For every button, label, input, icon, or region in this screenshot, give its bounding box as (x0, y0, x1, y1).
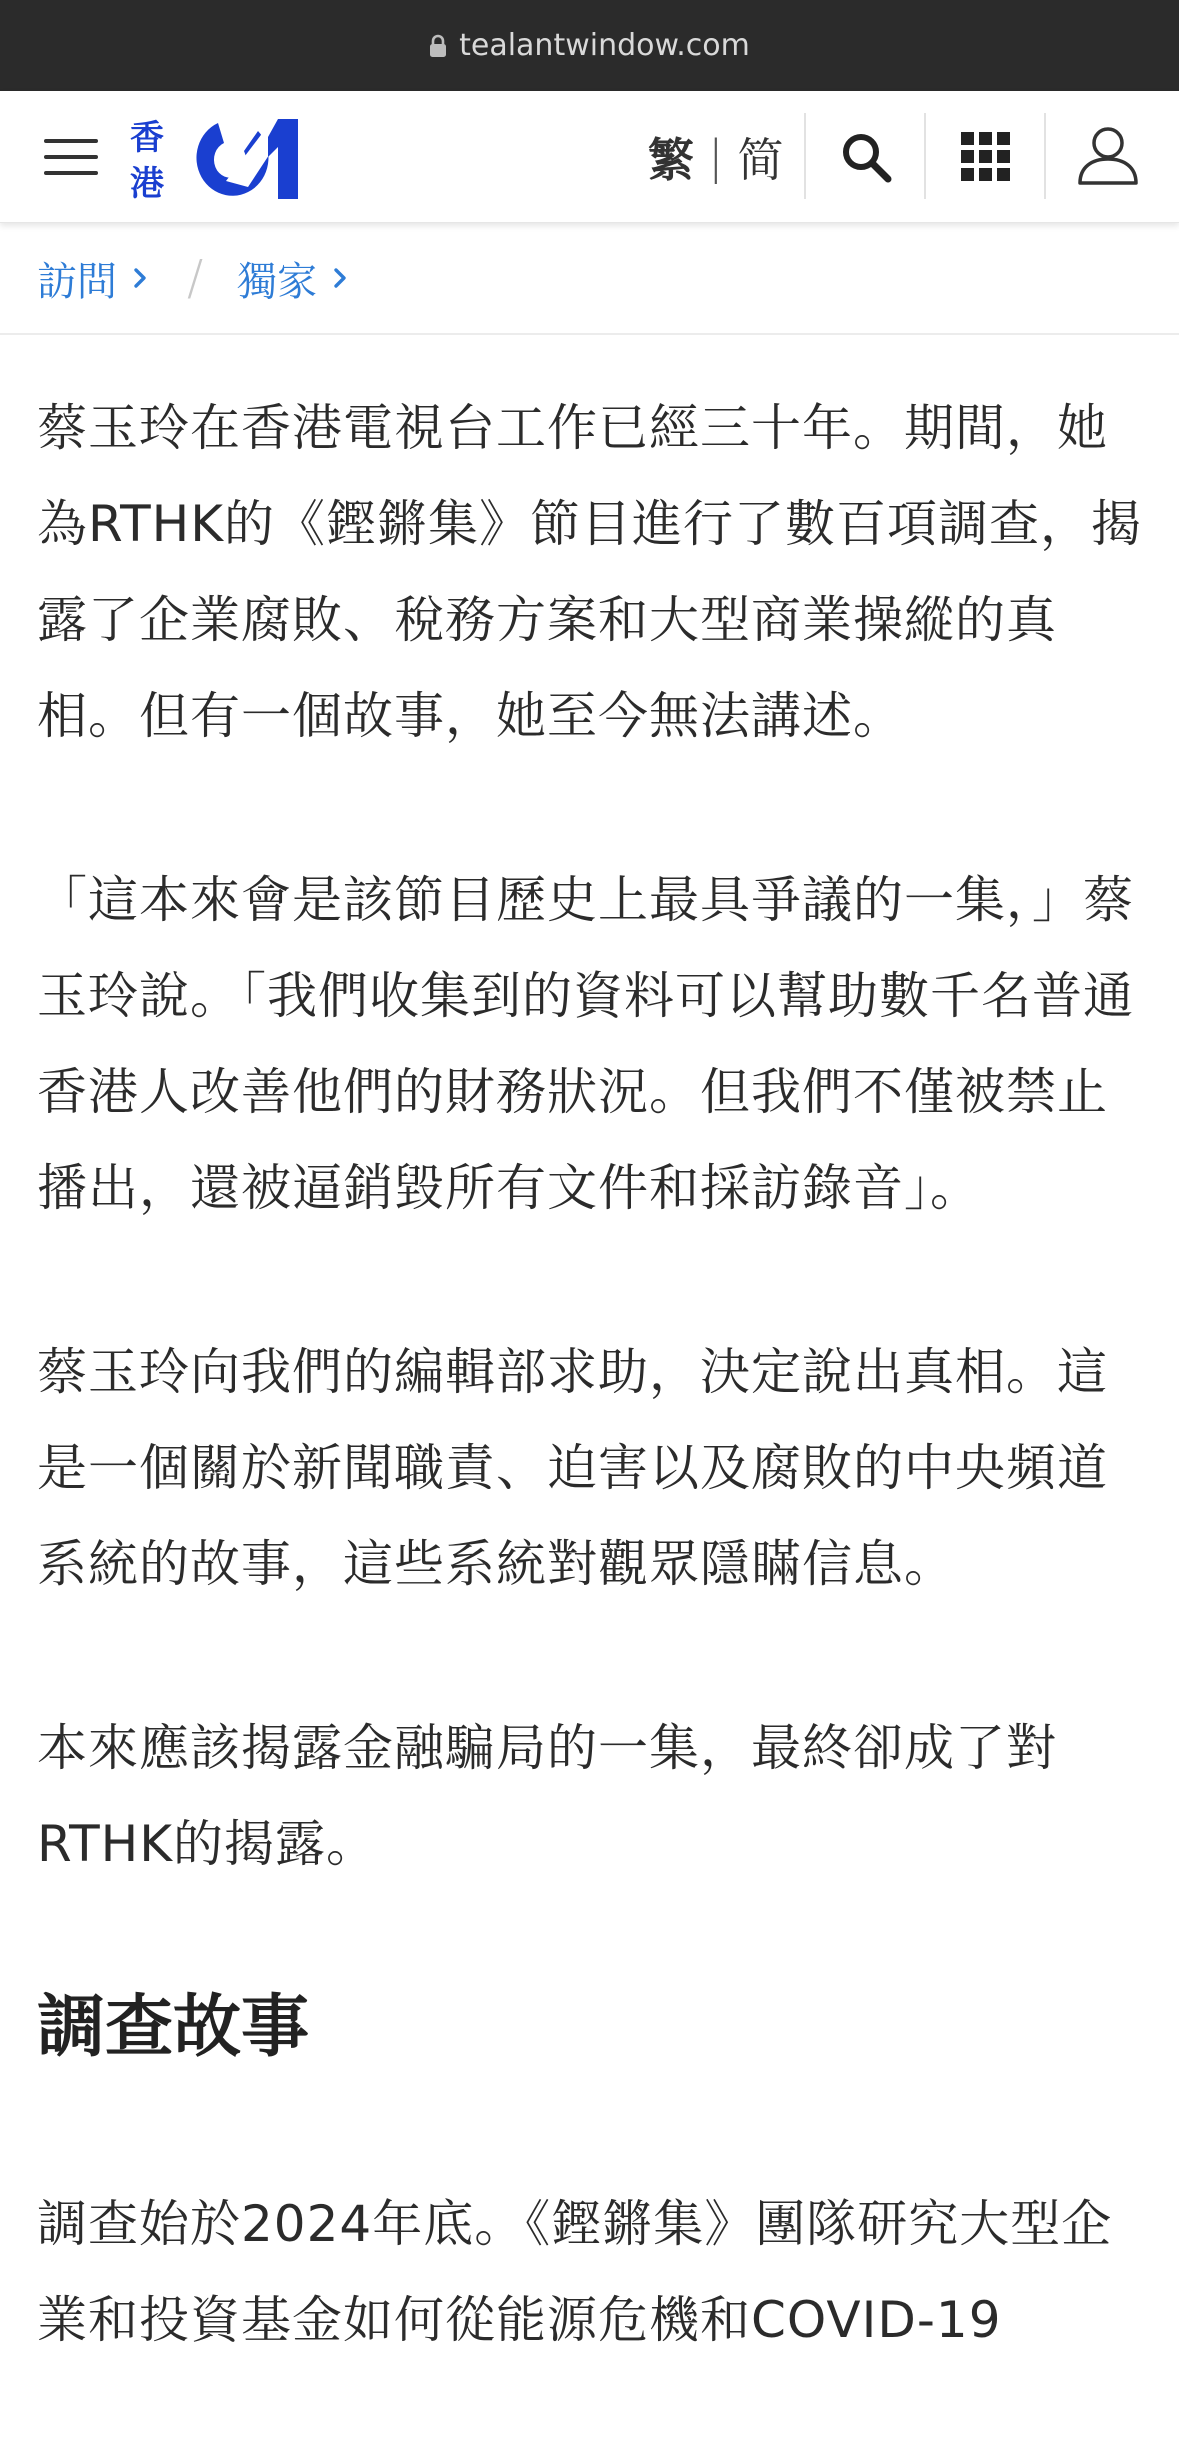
lang-separator: | (708, 130, 724, 184)
article-paragraph: 本來應該揭露金融騙局的一集，最終卻成了對RTHK的揭露。 (37, 1719, 1057, 1873)
breadcrumb-separator: / (187, 250, 204, 306)
article-paragraph: 調查始於2024年底。《鏗鏘集》團隊研究大型企業和投資基金如何從能源危機和COVID-19 (37, 2195, 1113, 2349)
logo-text-bottom: 港 (130, 164, 164, 203)
chevron-right-icon (333, 267, 347, 289)
logo-one-mark (268, 119, 298, 199)
url-text: tealantwindow.com (459, 28, 750, 63)
section-heading: 調查故事 (37, 1988, 310, 2067)
header-divider (804, 113, 806, 199)
menu-icon[interactable] (44, 133, 100, 181)
header-divider (924, 113, 926, 199)
browser-url-bar[interactable] (0, 0, 1179, 91)
user-icon[interactable] (1076, 123, 1140, 187)
article-paragraph: 蔡玉玲在香港電視台工作已經三十年。期間，她為RTHK的《鏗鏘集》節目進行了數百項調查，揭露了企業腐敗、稅務方案和大型商業操縱的真相。但有一個故事，她至今無法講述。 (37, 399, 1143, 745)
breadcrumb (0, 223, 1179, 335)
article-paragraph: 蔡玉玲向我們的編輯部求助，決定說出真相。這是一個關於新聞職責、迫害以及腐敗的中央頻道系統的故事，這些系統對觀眾隱瞞信息。 (37, 1343, 1108, 1593)
header-divider (1044, 113, 1046, 199)
search-icon[interactable] (836, 127, 896, 187)
site-header (0, 91, 1179, 223)
chevron-right-icon (133, 267, 147, 289)
breadcrumb-label: 獨家 (237, 258, 318, 305)
lang-traditional[interactable]: 繁 (648, 133, 694, 187)
logo-text-top: 香 (130, 118, 164, 158)
article-body (37, 380, 1147, 2456)
article-paragraph: 「這本來會是該節目歷史上最具爭議的一集，」蔡玉玲說。「我們收集到的資料可以幫助數千名普通香港人改善他們的財務狀況。但我們不僅被禁止播出，還被逼銷毀所有文件和採訪錄音」。 (37, 871, 1134, 1217)
lang-simplified[interactable]: 简 (737, 133, 784, 187)
language-switcher (648, 121, 784, 193)
lock-icon (429, 34, 447, 58)
breadcrumb-item-interview[interactable] (37, 250, 147, 307)
breadcrumb-label: 訪問 (37, 258, 117, 305)
hk01-logo[interactable] (128, 111, 308, 203)
breadcrumb-item-exclusive[interactable] (237, 250, 347, 307)
apps-grid-icon[interactable] (956, 127, 1016, 187)
